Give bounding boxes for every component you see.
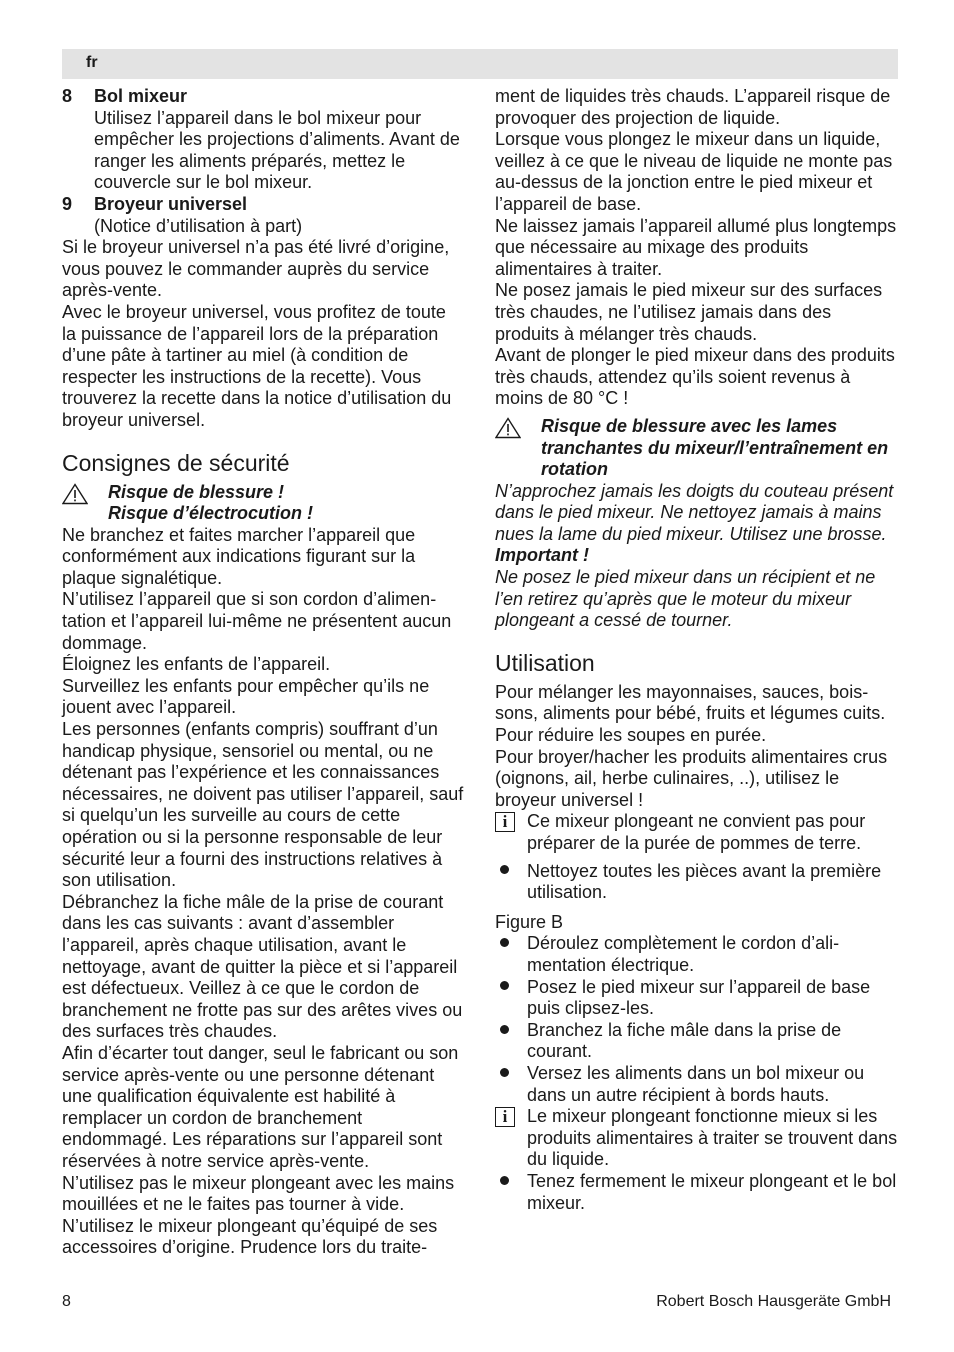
figure-label: Figure B — [495, 911, 564, 932]
warning-paragraph: N’approchez jamais les doigts du couteau présent dans le pied mixeur. Ne nettoyez jamais à mains nues la lame du pied mixeur. Utilisez une brosse. — [495, 480, 894, 544]
paragraph: Avec le broyeur universel, vous profitez de toute la puissance de l’appareil lors de la préparation d’une pâte à tartiner au miel (à condition de respecter les instructions de la recette). Vous trouverez la recette dans la notice d’utilisation du broyeur universel. — [62, 301, 452, 430]
bullet-icon — [495, 1020, 527, 1063]
info-note — [495, 811, 899, 854]
item-number: 9 — [62, 193, 73, 214]
bullet-icon — [495, 1063, 527, 1106]
paragraph: Surveillez les enfants pour empêcher qu’ils ne jouent avec l’appareil. — [62, 675, 430, 718]
paragraph: Les personnes (enfants compris) souffrant d’un handicap physique, sensoriel ou mental, ou ne détenant pas l’expérience et les connaissances nécessaires, ne doivent pas utiliser l’appareil, sauf si quelqu’un les surveille au cours de cette opération ou si la personne responsable de leur sécurité leur a fourni des instructions relatives à son utilisation. — [62, 719, 464, 891]
paragraph: ment de liquides très chauds. L’appareil risque de provoquer des projection de liquide. — [495, 86, 891, 128]
bullet-icon — [495, 977, 527, 1020]
paragraph: N’utilisez pas le mixeur plongeant avec les mains mouillées et ne le faites pas tourner à vide. — [62, 1172, 455, 1215]
paragraph: Ne laissez jamais l’appareil allumé plus longtemps que nécessaire au mixage des produits alimentaires à traiter. — [495, 215, 897, 279]
warning-triangle-icon — [495, 416, 541, 445]
paragraph: Ne posez jamais le pied mixeur sur des surfaces très chaudes, ne l’utilisez jamais dans des produits à mélanger très chauds. — [495, 280, 883, 344]
language-header-bar — [62, 49, 898, 79]
right-column — [495, 86, 899, 1214]
paragraph: Lorsque vous plongez le mixeur dans un liquide, veillez à ce que le niveau de liquide ne monte pas au-dessus de la jonction entre le pied mixeur et l’appareil de base. — [495, 129, 893, 214]
list-item-text: Versez les aliments dans un bol mixeur ou dans un autre récipient à bords hauts. — [527, 1062, 865, 1105]
item-8-text: Utilisez l’appareil dans le bol mixeur pour empêcher les projections d’aliments. Avant de ranger les aliments préparés, mettez le couvercle sur le bol mixeur. — [94, 107, 460, 193]
paragraph: Pour réduire les soupes en purée. — [495, 725, 767, 746]
paragraph: Ne branchez et faites marcher l’appareil que conformément aux indications figurant sur la plaque signalétique. — [62, 524, 416, 588]
language-code: fr — [86, 54, 98, 71]
list-item — [495, 977, 899, 1020]
section-heading-safety: Consignes de sécurité — [62, 449, 290, 476]
paragraph: Débranchez la fiche mâle de la prise de courant dans les cas suivants : avant d’assembler l’appareil, après chaque utilisation, avant le nettoyage, avant de quitter la pièce et si l’appareil est défectueux. Veillez à ce que le cordon de branchement ne frotte pas sur des arêtes vives ou des surfaces très chaudes. — [62, 891, 463, 1042]
list-item-text: Branchez la fiche mâle dans la prise de courant. — [527, 1019, 842, 1062]
list-item-text: Nettoyez toutes les pièces avant la première utilisation. — [527, 860, 882, 903]
important-text: Ne posez le pied mixeur dans un récipient et ne l’en retirez qu’après que le moteur du mixeur plongeant a cessé de tourner. — [495, 567, 876, 631]
list-item — [495, 1020, 899, 1063]
info-icon: i — [495, 811, 527, 854]
important-label: Important ! — [495, 545, 589, 566]
info-text: Le mixeur plongeant fonctionne mieux si les produits alimentaires à traiter se trouvent dans du liquide. — [527, 1106, 898, 1170]
warning-text: Risque de blessure ! — [108, 481, 285, 502]
left-column — [62, 86, 464, 1259]
item-title: Broyeur universel — [94, 193, 248, 214]
warning-block — [62, 482, 464, 525]
list-item-text: Déroulez complètement le cordon d’alimentation électrique. — [527, 933, 840, 975]
paragraph: N’utilisez l’appareil que si son cordon d’alimentation et l’appareil lui-même ne présentent aucun dommage. — [62, 589, 452, 653]
list-item-text: Posez le pied mixeur sur l’appareil de base puis clipsez-les. — [527, 976, 871, 1019]
item-9-text: (Notice d’utilisation à part) — [94, 215, 303, 236]
warning-triangle-icon — [62, 482, 108, 511]
warning-block — [495, 416, 899, 481]
list-item — [495, 1171, 899, 1214]
warning-text: Risque d’électrocution ! — [108, 503, 314, 524]
list-item — [495, 933, 899, 976]
item-title: Bol mixeur — [94, 86, 188, 106]
list-item — [495, 861, 899, 904]
list-item — [495, 1063, 899, 1106]
paragraph: Afin d’écarter tout danger, seul le fabricant ou son service après-vente ou une personne détenant une qualification équivalente est habilité à remplacer un cordon de branchement endommagé. Les réparations sur l’appareil sont réservées à notre service après-vente. — [62, 1042, 459, 1171]
info-note — [495, 1106, 899, 1171]
section-heading-usage: Utilisation — [495, 649, 595, 676]
paragraph: Avant de plonger le pied mixeur dans des produits très chauds, attendez qu’ils soient revenus à moins de 80 °C ! — [495, 345, 895, 409]
bullet-icon — [495, 861, 527, 904]
item-9 — [62, 194, 464, 216]
paragraph: N’utilisez le mixeur plongeant qu’équipé de ses accessoires d’origine. Prudence lors du traite- — [62, 1215, 438, 1258]
paragraph: Si le broyeur universel n’a pas été livré d’origine, vous pouvez le commander auprès du service après-vente. — [62, 237, 450, 301]
info-text: Ce mixeur plongeant ne convient pas pour préparer de la purée de pommes de terre. — [527, 811, 866, 853]
info-icon: i — [495, 1106, 527, 1171]
paragraph: Pour broyer/hacher les produits alimentaires crus (oignons, ail, herbe culinaires, ..), utilisez le broyeur universel ! — [495, 746, 888, 810]
item-8 — [62, 86, 464, 108]
footer-company: Robert Bosch Hausgeräte GmbH — [656, 1293, 891, 1310]
paragraph: Pour mélanger les mayonnaises, sauces, boissons, aliments pour bébé, fruits et légumes cuits. — [495, 681, 886, 724]
list-item-text: Tenez fermement le mixeur plongeant et le bol mixeur. — [527, 1170, 897, 1213]
paragraph: Éloignez les enfants de l’appareil. — [62, 654, 331, 675]
warning-text: Risque de blessure avec les lames tranchantes du mixeur/l’entraînement en rotation — [541, 415, 889, 480]
bullet-icon — [495, 1171, 527, 1214]
item-number: 8 — [62, 86, 73, 106]
page-number: 8 — [62, 1293, 71, 1310]
bullet-icon — [495, 933, 527, 976]
